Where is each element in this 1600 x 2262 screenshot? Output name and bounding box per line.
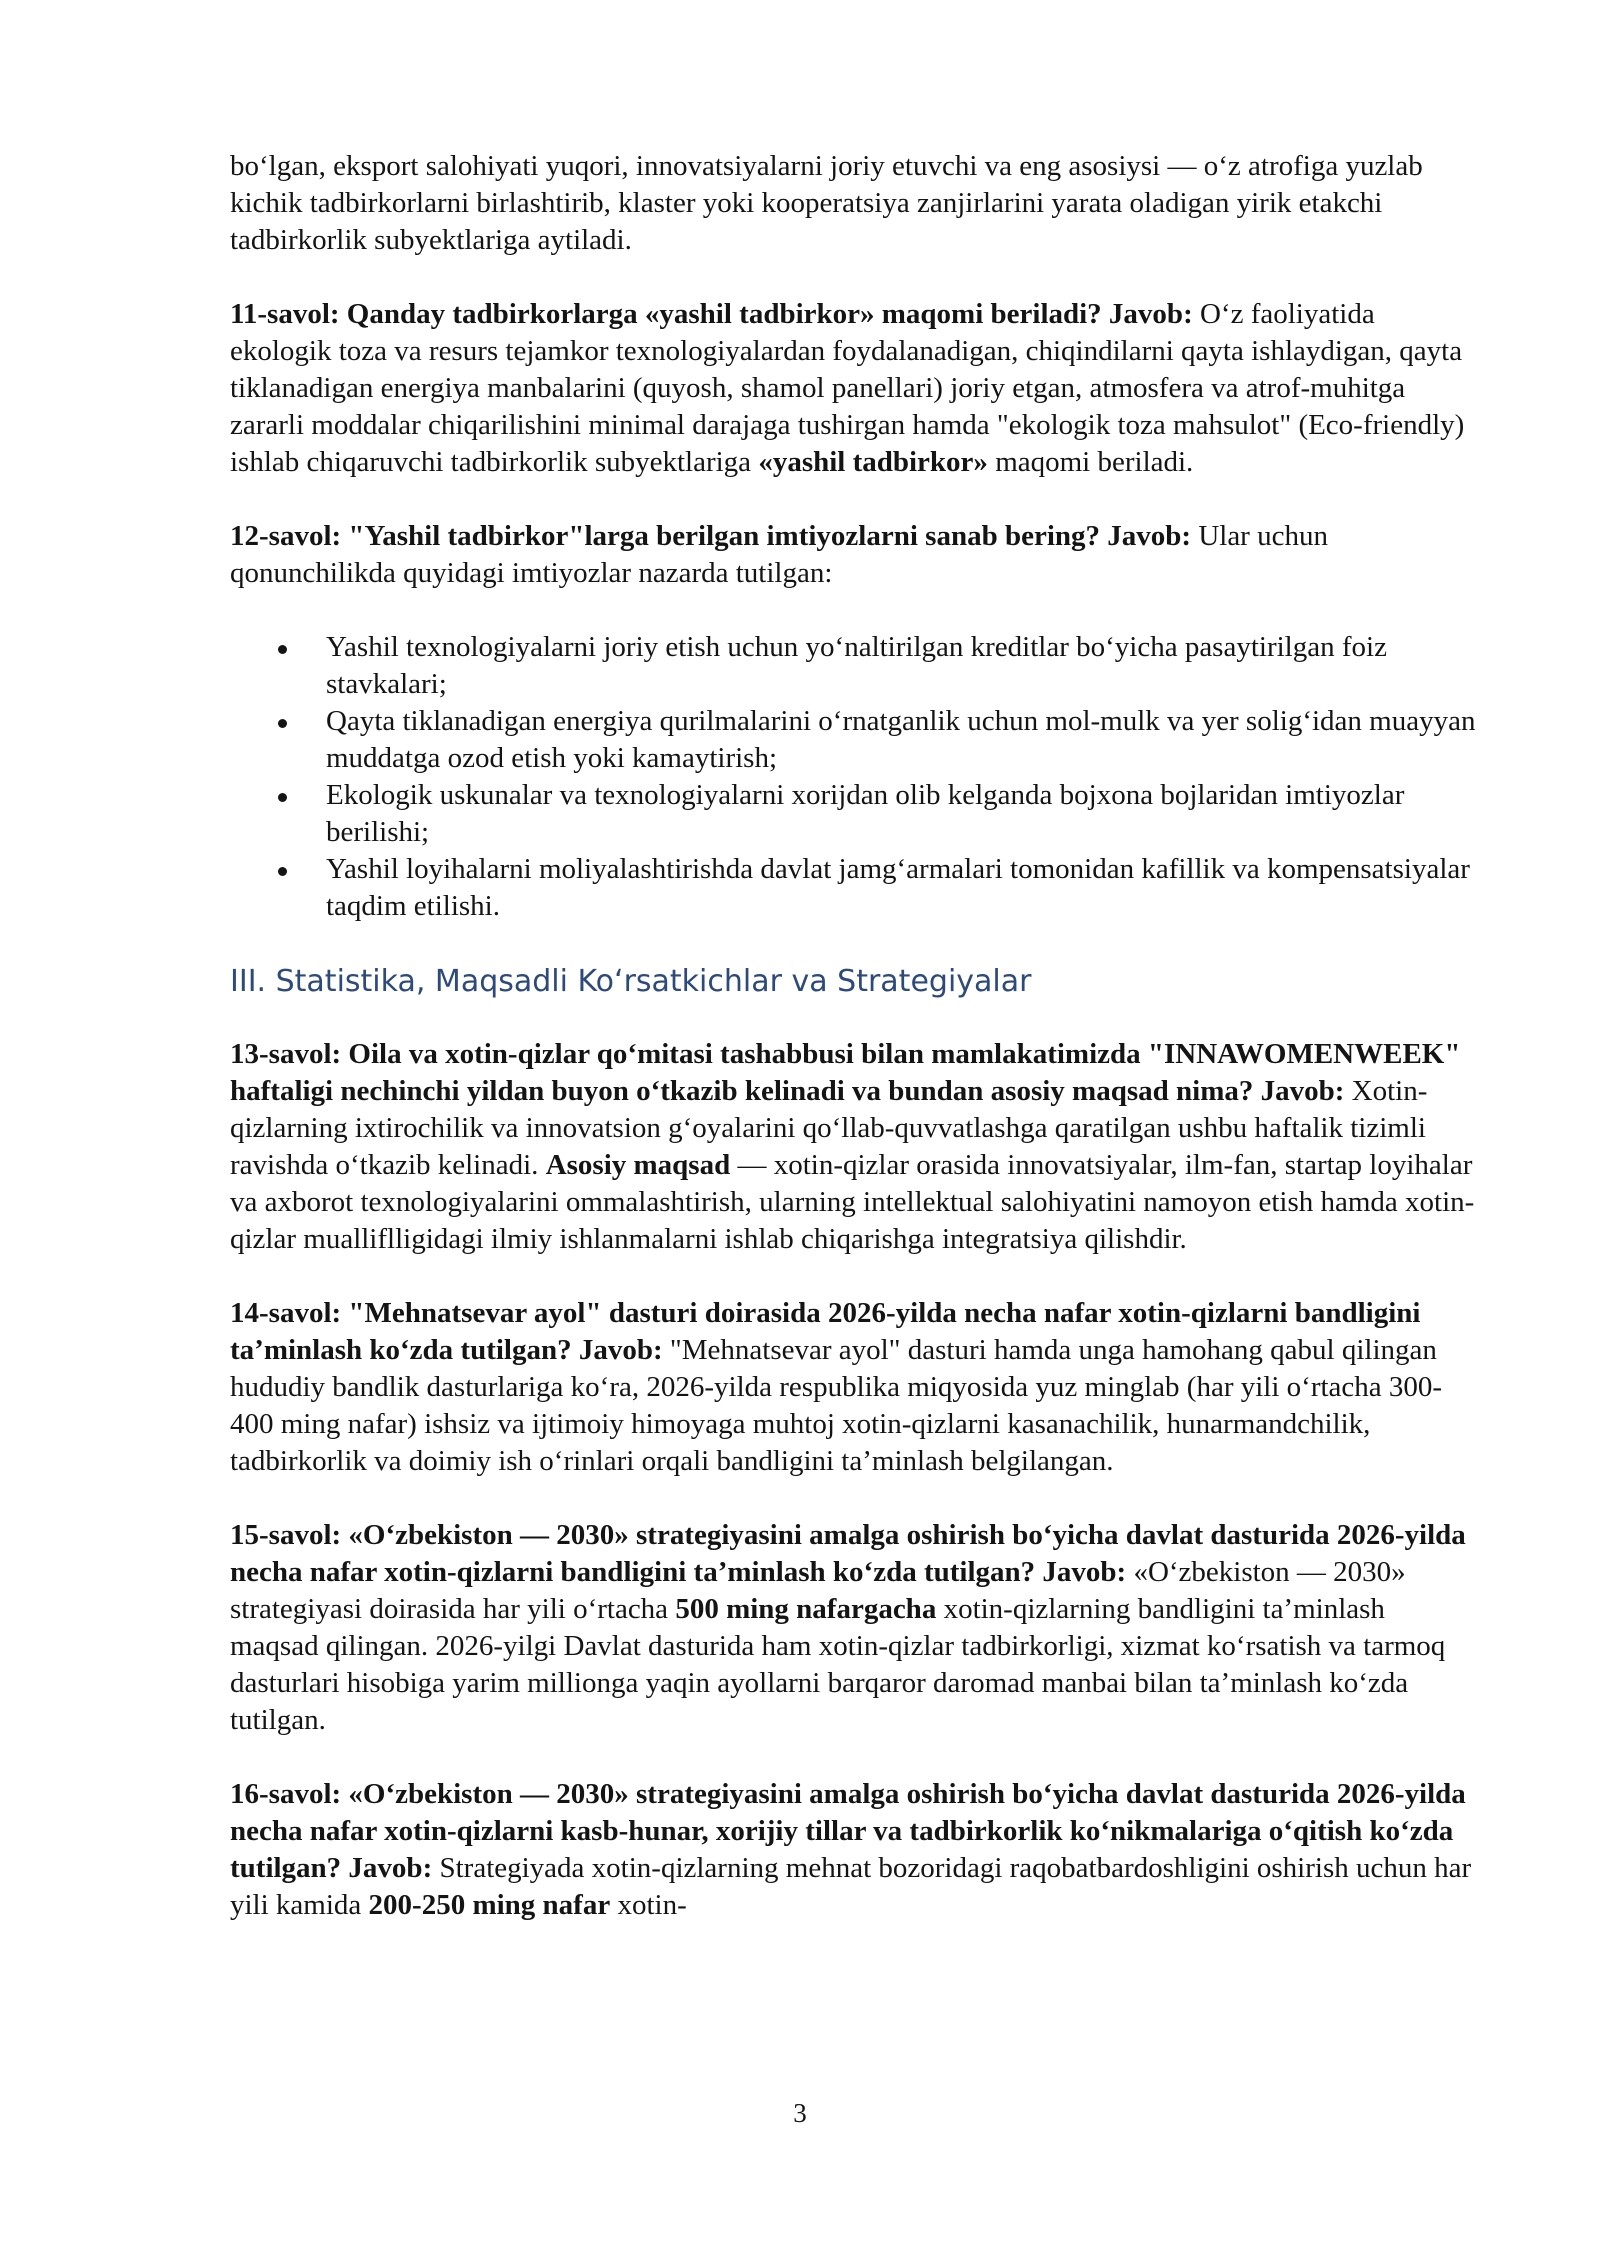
answer-11-bold-term: «yashil tadbirkor» [758, 446, 988, 478]
bullet-icon [278, 867, 287, 876]
question-14-label: 14-savol: "Mehnatsevar ayol" dasturi doirasida 2026-yilda necha nafar xotin-qizlarni bandligini ta’minlash ko‘zda tutilgan? Javob: [230, 1297, 1421, 1366]
list-item: Yashil texnologiyalarni joriy etish uchun yo‘naltirilgan kreditlar bo‘yicha pasaytirilgan foiz stavkalari; [230, 629, 1480, 703]
answer-13-text: Xotin-qizlarning ixtirochilik va innovatsion g‘oyalarini qo‘llab-quvvatlashga qaratilgan ushbu haftalik tizimli ravishda o‘tkazib kelinadi. [230, 1075, 1428, 1181]
list-item: Ekologik uskunalar va texnologiyalarni xorijdan olib kelganda bojxona bojlaridan imtiyozlar berilishi; [230, 777, 1480, 851]
answer-15-bold-term: 500 ming nafargacha [675, 1593, 937, 1625]
benefits-list [230, 629, 1480, 925]
question-15 [230, 1517, 1480, 1739]
question-11 [230, 296, 1480, 481]
answer-16-text: Strategiyada xotin-qizlarning mehnat bozoridagi raqobatbardoshligini oshirish uchun har yili kamida [230, 1852, 1472, 1921]
question-14 [230, 1295, 1480, 1480]
answer-16-end: xotin- [610, 1889, 687, 1921]
question-15-label: 15-savol: «O‘zbekiston — 2030» strategiyasini amalga oshirish bo‘yicha davlat dasturida 2026-yilda necha nafar xotin-qizlarni bandligini ta’minlash ko‘zda tutilgan? Javob: [230, 1519, 1466, 1588]
answer-15-end: xotin-qizlarning bandligini ta’minlash maqsad qilingan. 2026-yilgi Davlat dasturida ham xotin-qizlar tadbirkorligi, xizmat ko‘rsatish va tarmoq dasturlari hisobiga yarim millionga yaqin ayollarni barqaror daromad manbai bilan ta’minlash ko‘zda tutilgan. [230, 1593, 1446, 1736]
question-16-label: 16-savol: «O‘zbekiston — 2030» strategiyasini amalga oshirish bo‘yicha davlat dasturida 2026-yilda necha nafar xotin-qizlarni kasb-hunar, xorijiy tillar va tadbirkorlik ko‘nikmalariga o‘qitish ko‘zda tutilgan? Javob: [230, 1778, 1466, 1884]
answer-13-end: — xotin-qizlar orasida innovatsiyalar, ilm-fan, startap loyihalar va axborot texnologiyalarini ommalashtirish, ularning intellektual salohiyatini namoyon etish hamda xotin-qizlar mualliflligidagi ilmiy ishlanmalarni ishlab chiqarishga integratsiya qilishdir. [230, 1149, 1475, 1255]
page-number: 3 [793, 2098, 807, 2128]
bullet-icon [278, 645, 287, 654]
list-item: Yashil loyihalarni moliyalashtirishda davlat jamg‘armalari tomonidan kafillik va kompensatsiyalar taqdim etilishi. [230, 851, 1480, 925]
question-11-label: 11-savol: Qanday tadbirkorlarga «yashil tadbirkor» maqomi beriladi? Javob: [230, 298, 1193, 330]
document-page [230, 148, 1480, 1961]
answer-16-bold-term: 200-250 ming nafar [368, 1889, 611, 1921]
question-13-label: 13-savol: Oila va xotin-qizlar qo‘mitasi tashabbusi bilan mamlakatimizda "INNAWOMENWEEK" haftaligi nechinchi yildan buyon o‘tkazib kelinadi va bundan asosiy maqsad nima? Javob: [230, 1038, 1461, 1107]
question-12-label: 12-savol: "Yashil tadbirkor"larga berilgan imtiyozlarni sanab bering? Javob: [230, 520, 1192, 552]
answer-11-text: O‘z faoliyatida ekologik toza va resurs tejamkor texnologiyalardan foydalanadigan, chiqindilarni qayta ishlaydigan, qayta tiklanadigan energiya manbalarini (quyosh, shamol panellari) joriy etgan, atmosfera va atrof-muhitga zararli moddalar chiqarilishini minimal darajaga tushirgan hamda "ekologik toza mahsulot" (Eco-friendly) ishlab chiqaruvchi tadbirkorlik subyektlariga [230, 298, 1465, 478]
bullet-icon [278, 719, 287, 728]
section-heading: III. Statistika, Maqsadli Ko‘rsatkichlar va Strategiyalar [230, 964, 1032, 999]
answer-13-bold-term: Asosiy maqsad [545, 1149, 731, 1181]
list-item: Qayta tiklanadigan energiya qurilmalarini o‘rnatganlik uchun mol-mulk va yer solig‘idan muayyan muddatga ozod etish yoki kamaytirish; [230, 703, 1480, 777]
question-12 [230, 518, 1480, 592]
answer-11-end: maqomi beriladi. [987, 446, 1194, 478]
question-13 [230, 1036, 1480, 1258]
bullet-icon [278, 793, 287, 802]
question-16 [230, 1776, 1480, 1924]
answer-14-text: "Mehnatsevar ayol" dasturi hamda unga hamohang qabul qilingan hududiy bandlik dasturlariga ko‘ra, 2026-yilda respublika miqyosida yuz minglab (har yili o‘rtacha 300-400 ming nafar) ishsiz va ijtimoiy himoyaga muhtoj xotin-qizlarni kasanachilik, hunarmandchilik, tadbirkorlik va doimiy ish o‘rinlari orqali bandligini ta’minlash belgilangan. [230, 1334, 1443, 1477]
intro-paragraph: bo‘lgan, eksport salohiyati yuqori, innovatsiyalarni joriy etuvchi va eng asosiysi — o‘z atrofiga yuzlab kichik tadbirkorlarni birlashtirib, klaster yoki kooperatsiya zanjirlarini yarata oladigan yirik etakchi tadbirkorlik subyektlariga aytiladi. [230, 150, 1423, 256]
answer-12-text: Ular uchun qonunchilikda quyidagi imtiyozlar nazarda tutilgan: [230, 520, 1328, 589]
answer-15-text: «O‘zbekiston — 2030» strategiyasi doirasida har yili o‘rtacha [230, 1556, 1406, 1625]
